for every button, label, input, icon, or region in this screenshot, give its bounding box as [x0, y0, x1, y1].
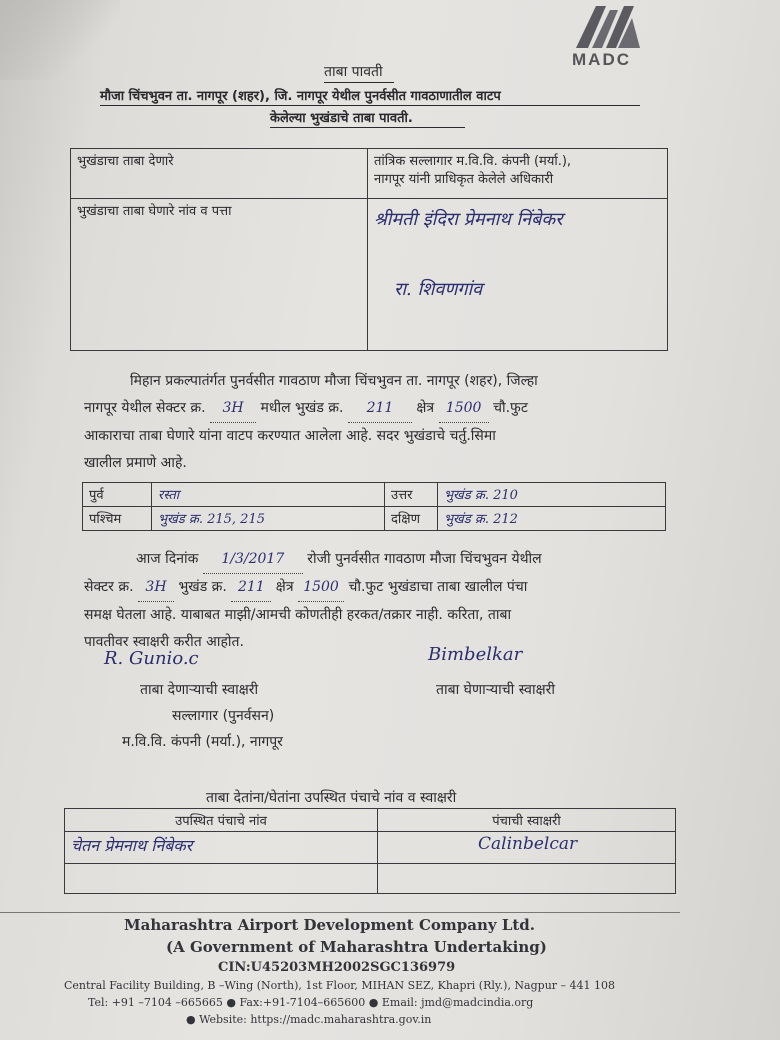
south-label: दक्षिण — [385, 507, 438, 531]
witness-table — [64, 808, 676, 894]
allotment-line3: आकाराचा ताबा घेणारे यांना वाटप करण्यात आलेला आहे. सदर भुखंडाचे चर्तु.सिमा — [84, 428, 496, 444]
possession-sector-label: सेक्टर क्र. — [84, 579, 134, 595]
receiver-address: रा. शिवणगांव — [394, 279, 483, 300]
footer-cin: CIN:U45203MH2002SGC136979 — [218, 960, 456, 975]
title-underline — [324, 82, 394, 83]
document-subtitle-line1: मौजा चिंचभुवन ता. नागपूर (शहर), जि. नागपूर येथील पुनर्वसीत गावठाणातील वाटप — [100, 89, 501, 104]
north-label: उत्तर — [385, 483, 438, 507]
receiver-value — [368, 199, 668, 351]
witness-name: चेतन प्रेमनाथ निंबेकर — [65, 832, 378, 864]
document-title: ताबा पावती — [324, 64, 383, 80]
giver-value-line2: नागपूर यांनी प्राधिकृत केलेले अधिकारी — [374, 172, 554, 187]
giver-signature: R. Gunio.c — [104, 648, 199, 669]
possession-sector-value: 3H — [138, 574, 174, 602]
subtitle-underline-1 — [100, 105, 640, 106]
south-value: भुखंड क्र. 212 — [438, 507, 666, 531]
subtitle-underline-2 — [270, 127, 465, 128]
east-label: पुर्व — [83, 483, 152, 507]
giver-value — [368, 149, 668, 199]
possession-area-label: क्षेत्र — [275, 579, 294, 595]
west-value: भुखंड क्र. 215, 215 — [152, 507, 385, 531]
table-row — [65, 864, 676, 894]
receiver-name: श्रीमती इंदिरा प्रेमनाथ निंबेकर — [374, 209, 563, 230]
footer-website: ● Website: https://madc.maharashtra.gov.in — [186, 1013, 432, 1026]
giver-signature-label: ताबा देणाऱ्याची स्वाक्षरी — [140, 682, 259, 698]
possession-plot-label: भुखंड क्र. — [178, 579, 227, 595]
allotment-area-value: 1500 — [439, 395, 489, 423]
witness-col-signature: पंचाची स्वाक्षरी — [378, 809, 676, 832]
receiver-signature: Bimbelkar — [428, 644, 523, 665]
footer-subtitle: (A Government of Maharashtra Undertaking) — [166, 938, 547, 956]
possession-line1-rest: रोजी पुनर्वसीत गावठाण मौजा चिंचभुवन येथील — [307, 551, 542, 567]
allotment-line4: खालील प्रमाणे आहे. — [84, 455, 187, 471]
possession-date-value: 1/3/2017 — [203, 546, 303, 574]
parties-table — [70, 148, 668, 351]
allotment-plot-label: मधील भुखंड क्र. — [260, 400, 344, 416]
footer-contact: Tel: +91 –7104 –665665 ● Fax:+91-7104–665600 ● Email: jmd@madcindia.org — [88, 996, 534, 1009]
receiver-label: भुखंडाचा ताबा घेणारे नांव व पत्ता — [71, 199, 368, 351]
allotment-plot-value: 211 — [348, 395, 412, 423]
possession-line2-rest: चौ.फुट भुखंडाचा ताबा खालील पंचा — [348, 579, 528, 595]
possession-date-label: आज दिनांक — [136, 551, 199, 567]
allotment-area-label: क्षेत्र — [416, 400, 435, 416]
north-value: भुखंड क्र. 210 — [438, 483, 666, 507]
allotment-line1: मिहान प्रकल्पातंर्गत पुनर्वसीत गावठाण मौजा चिंचभुवन ता. नागपूर (शहर), जिल्हा — [130, 373, 538, 389]
east-value: रस्ता — [152, 483, 385, 507]
allotment-sector-label: नागपूर येथील सेक्टर क्र. — [84, 400, 206, 416]
giver-title: सल्लागार (पुनर्वसन) — [172, 708, 275, 724]
witness-col-name: उपस्थित पंचाचे नांव — [65, 809, 378, 832]
witness-signature-empty — [378, 864, 676, 894]
allotment-area-unit: चौ.फुट — [493, 400, 528, 416]
document-subtitle-line2: केलेल्या भुखंडाचे ताबा पावती. — [270, 111, 413, 126]
footer-divider — [0, 912, 680, 913]
page-fold-shadow — [0, 0, 120, 80]
possession-area-value: 1500 — [298, 574, 344, 602]
footer-address: Central Facility Building, B –Wing (North), 1st Floor, MIHAN SEZ, Khapri (Rly.), Nagpur – 441 108 — [64, 979, 616, 992]
possession-line4: पावतीवर स्वाक्षरी करीत आहोत. — [84, 634, 244, 650]
possession-plot-value: 211 — [231, 574, 271, 602]
receiver-signature-label: ताबा घेणाऱ्याची स्वाक्षरी — [436, 682, 555, 698]
witness-heading: ताबा देतांना/घेतांना उपस्थित पंचाचे नांव व स्वाक्षरी — [206, 790, 457, 806]
giver-label: भुखंडाचा ताबा देणारे — [71, 149, 368, 199]
table-row — [65, 832, 676, 864]
boundaries-table — [82, 482, 666, 531]
witness-signature: Calinbelcar — [378, 832, 676, 864]
possession-line1 — [84, 546, 542, 574]
west-label: पश्चिम — [83, 507, 152, 531]
witness-name-empty — [65, 864, 378, 894]
footer-company: Maharashtra Airport Development Company Ltd. — [124, 916, 536, 934]
possession-line2 — [84, 574, 542, 602]
allotment-sector-value: 3H — [210, 395, 256, 423]
allotment-line2 — [84, 395, 538, 423]
logo-text: MADC — [572, 50, 631, 69]
giver-organization: म.वि.वि. कंपनी (मर्या.), नागपूर — [122, 734, 283, 750]
allotment-paragraph — [84, 368, 538, 477]
possession-paragraph — [84, 546, 542, 656]
possession-line3: समक्ष घेतला आहे. याबाबत माझी/आमची कोणतीही हरकत/तक्रार नाही. करिता, ताबा — [84, 607, 512, 623]
giver-value-line1: तांत्रिक सल्लागार म.वि.वि. कंपनी (मर्या.), — [374, 154, 572, 169]
